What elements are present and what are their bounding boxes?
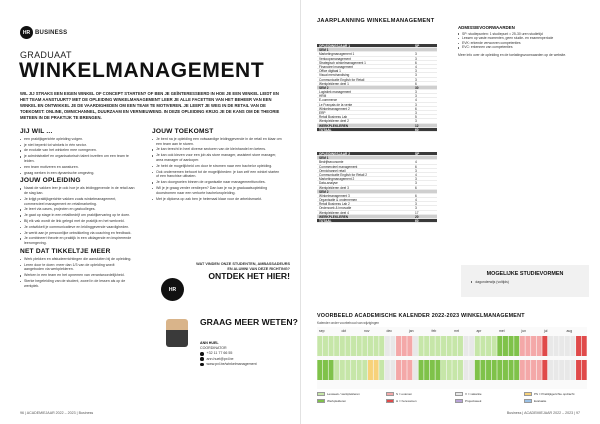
calendar-week (424, 360, 429, 380)
calendar-month-label: nov (364, 329, 370, 333)
course-name: SEM 2 (319, 189, 329, 194)
calendar-week (430, 336, 435, 356)
calendar-week (514, 360, 519, 380)
calendar-week (323, 360, 328, 380)
course-name: Werkplekleren deel 1 (319, 81, 349, 86)
calendar-week (509, 360, 514, 380)
calendar-week (413, 336, 418, 356)
calendar-week (492, 360, 497, 380)
avatar (166, 319, 188, 347)
table-header: OPLEIDINGSJAAR 2 SP (317, 152, 437, 156)
calendar-week (469, 360, 474, 380)
legend-label: H = herexamen (396, 399, 417, 403)
calendar-week (497, 360, 502, 380)
calendar-week (357, 360, 362, 380)
calendar-week (374, 360, 379, 380)
calendar-week (357, 336, 362, 356)
calendar-week (458, 360, 463, 380)
legend-swatch (455, 399, 463, 403)
phone-icon (200, 352, 204, 356)
promo-small: WAT VINDEN ONZE STUDENTEN, AMBASSADEURS EN ALUMNI VAN DEZE RICHTING? (196, 262, 290, 271)
side-list (458, 32, 590, 50)
course-name: Logistiek management (319, 90, 352, 95)
calendar-week (565, 336, 570, 356)
course-name: Verkoopsmanagement (319, 56, 351, 61)
calendar-month-label: sep (319, 329, 325, 333)
calendar-week (379, 336, 384, 356)
list-item: Leren door te doen: meer dan 1/3 van de opleiding wordt aangeboden via werkplekleren. (20, 263, 135, 273)
calendar-legend (317, 392, 587, 403)
course-credits: 6 (415, 81, 417, 86)
calendar-week (458, 336, 463, 356)
promo-block (194, 262, 290, 281)
course-name: Commercieel management (319, 164, 358, 169)
course-name: Data-analyse (319, 181, 338, 186)
calendar-week (407, 360, 412, 380)
legend-label: PS = Praktijkgerichte opdracht (534, 392, 575, 396)
course-credits: 4 (415, 98, 417, 103)
calendar-week (435, 360, 440, 380)
legend-label: Lesweek / werkplekleren (327, 392, 360, 396)
logo-mark: HR (20, 26, 33, 39)
legend-swatch (524, 399, 532, 403)
study-box (461, 265, 589, 297)
course-name: WERKPLEKLEREN (319, 214, 349, 219)
calendar-week (503, 336, 508, 356)
left-column (20, 130, 135, 290)
calendar-week (390, 360, 395, 380)
calendar-week (317, 336, 322, 356)
calendar-week (576, 360, 581, 380)
legend-swatch (524, 392, 532, 396)
legend-label: V = vakantie (465, 392, 482, 396)
calendar-week (345, 336, 350, 356)
table-year2 (317, 152, 437, 223)
list-item: Je werkt aan je persoonlijke ontwikkeling via coaching en feedback. (20, 231, 135, 236)
list-item: Bij elk vak wordt de link gelegd met de praktijk en het werkveld. (20, 219, 135, 224)
course-credits: 17 (415, 210, 419, 215)
course-credits: 4 (415, 172, 417, 177)
calendar-week (480, 336, 485, 356)
calendar-week (469, 336, 474, 356)
course-name: Retail Business Lab 2 (319, 202, 350, 207)
calendar-week (334, 336, 339, 356)
calendar-week (362, 360, 367, 380)
logo-text: BUSINESS (35, 29, 68, 36)
contact-email[interactable]: ann.huel@pxl.be (206, 356, 234, 361)
calendar-week (441, 336, 446, 356)
calendar-week (464, 336, 469, 356)
contact-phone[interactable]: +32 11 77 66 55 (206, 351, 233, 356)
calendar-week (447, 336, 452, 356)
course-name: Le Français de la vente (319, 102, 353, 107)
course-credits: 3 (415, 181, 417, 186)
calendar-week (368, 360, 373, 380)
course-credits: 3 (415, 94, 417, 99)
calendar-week (317, 360, 322, 380)
table-header: OPLEIDINGSJAAR 1 SP (317, 44, 437, 48)
calendar-subtitle: Kalender onder voorbehoud van wijzigingen (317, 321, 380, 325)
list-item: Naast de vakken leer je ook hoe je als leidinggevende in de retail aan de slag kan. (20, 186, 135, 196)
section-heading: NET DAT TIKKELTJE MEER (20, 247, 111, 255)
course-credits (415, 190, 435, 193)
list-item: Sterke begeleiding van de student, zowel in de lessen als op de werkplek. (20, 279, 135, 289)
calendar-week (520, 360, 525, 380)
page-title: WINKELMANAGEMENT (19, 59, 265, 82)
list-item: Je leert via cases, projecten en gastcolleges. (20, 207, 135, 212)
section-heading: JOUW OPLEIDING (20, 177, 81, 185)
course-credits: 6 (415, 106, 417, 111)
course-credits: 3 (415, 119, 417, 124)
side-heading: ADMISSIEVOORWAARDEN (458, 25, 515, 30)
course-credits: 3 (415, 102, 417, 107)
course-credits: 3 (415, 90, 417, 95)
calendar-week (475, 336, 480, 356)
calendar-month-label: feb (431, 329, 437, 333)
calendar-week (525, 360, 530, 380)
course-name: Marketingmanagement 1 (319, 52, 355, 57)
list-item: Wil je je graag verder verdiepen? Dan kan je na je graduaatsopleiding doorstromen naar een verkorte bacheloropleiding. (152, 186, 282, 196)
legend-swatch (386, 399, 394, 403)
calendar-month-label: jun (521, 329, 527, 333)
calendar-week (334, 360, 339, 380)
calendar-week (503, 360, 508, 380)
calendar-week (554, 336, 559, 356)
course-name: SEM 2 (319, 85, 329, 90)
contact-info (200, 341, 257, 367)
course-credits: 3 (415, 52, 417, 57)
calendar-week (435, 336, 440, 356)
legend-item (524, 392, 587, 396)
course-name: Marketingmanagement 2 (319, 177, 355, 182)
calendar-week (464, 360, 469, 380)
footer: 96 | ACADEMIEJAAR 2022 – 2023 | Business (20, 411, 94, 415)
legend-swatch (455, 392, 463, 396)
course-credits: 60 (415, 127, 419, 132)
calendar-week (497, 336, 502, 356)
calendar-title: VOORBEELD ACADEMISCHE KALENDER 2022-2023 WINKELMANAGEMENT (317, 313, 525, 319)
calendar-week (385, 360, 390, 380)
table-row (317, 128, 437, 132)
course-credits: 3 (415, 111, 417, 115)
contact-title: GRAAG MEER WETEN? (200, 317, 298, 327)
calendar-week (379, 360, 384, 380)
calendar-week (475, 360, 480, 380)
calendar-week (390, 336, 395, 356)
course-name: HRM (319, 94, 327, 99)
course-credits: 5 (415, 115, 417, 120)
promo-big: ONTDEK HET HIER! (208, 271, 290, 281)
qr-code[interactable] (161, 278, 184, 301)
calendar-week (329, 336, 334, 356)
calendar-week (441, 360, 446, 380)
calendar-week (565, 360, 570, 380)
course-credits: 30 (415, 85, 419, 90)
calendar-month-label: aug (566, 329, 573, 333)
calendar-week (430, 360, 435, 380)
calendar-week (525, 336, 530, 356)
course-credits: 6 (415, 185, 417, 190)
legend-label: Projectweek (465, 399, 482, 403)
course-name: Communicatie English for Retail 2 (319, 172, 368, 177)
legend-item (317, 392, 380, 396)
calendar-month-label: jul (544, 329, 548, 333)
calendar-week (486, 360, 491, 380)
list-item: Lessen op vaste momenten, geen studie- en examenperiode (458, 36, 590, 41)
legend-item (455, 392, 518, 396)
course-name: Omnichannel retail (319, 168, 346, 173)
list-item: Met je diploma op zak ben je helemaal klaar voor de arbeidsmarkt. (152, 197, 282, 202)
course-credits: 6 (415, 193, 417, 198)
calendar-week (542, 336, 547, 356)
course-credits: 12 (415, 123, 419, 128)
calendar-week (559, 336, 564, 356)
calendar-week (537, 360, 542, 380)
course-credits (415, 48, 435, 51)
calendar-week (402, 336, 407, 356)
contact-web[interactable]: www.pxl.be/winkelmanagement (206, 361, 257, 366)
course-name: TOTAAL (319, 127, 332, 132)
calendar-month-label: okt (341, 329, 347, 333)
course-credits: 20 (415, 214, 419, 219)
course-credits: 3 (415, 73, 417, 78)
course-name: Strategisch winkelmanagement 1 (319, 60, 366, 65)
calendar-week (537, 336, 542, 356)
calendar-week (340, 360, 345, 380)
side-info (458, 26, 590, 58)
course-name: SEM 1 (319, 48, 329, 53)
calendar-week (323, 336, 328, 356)
intro-text: WIL JIJ STRAKS EEN EIGEN WINKEL OF CONCEPT STARTEN? OF BEN JE GEÏNTERESSEERD IN HOE JE EEN WINKEL LEIDT EN HET TEAM AANSTUURT? MET DE OPLEIDING WINKELMANAGEMENT LEER JE ALLE FACETTEN VAN HET BEHEER VAN EEN WINKEL EN ONTWIKKEL JE DE VAARDIGHEDEN OM EEN TEAM TE MOTIVEREN. JE LEERT JE WEG IN DE RETAIL VAN DE TOEKOMST: ONLINE, OMNICHANNEL, DUURZAAM EN VERNIEUWEND. IN DEZE OPLEIDING KRIJG JE DE KANS OM DE THEORIE METEEN IN DE PRAKTIJK TE BRENGEN. (20, 91, 280, 120)
course-name: Visual merchandising (319, 73, 350, 78)
course-credits: 60 (415, 219, 419, 223)
list-item: Je kan ook kiezen voor een job als store manager, assistent store manager, area manager of aankoper. (152, 153, 282, 163)
course-name: Onderzoek & innovatie (319, 206, 352, 211)
list-item: graag werken in een dynamische omgeving. (20, 171, 135, 176)
bullet-list (20, 257, 135, 289)
right-column (152, 130, 282, 202)
course-credits: 3 (415, 206, 417, 211)
course-name: Retail Business Lab (319, 115, 348, 120)
course-name: SEM 1 (319, 156, 329, 161)
list-item: Ook ondernemen behoort tot de mogelijkheden: je kan zelf een winkel starten of een franchise uitbaten. (152, 170, 282, 180)
course-credits: 4 (415, 64, 417, 69)
list-item: je administratief en organisatorisch talent inzetten om een team te leiden. (20, 154, 135, 164)
calendar-month-label: mrt (454, 329, 459, 333)
course-name: Werkplekleren deel 3 (319, 185, 349, 190)
kicker: GRADUAAT (20, 50, 72, 60)
calendar-week (419, 336, 424, 356)
course-name: Werkplekleren deel 4 (319, 210, 349, 215)
side-note: Meer info over de opleiding en de toelatingsvoorwaarden op de website. (458, 52, 567, 57)
list-item: Je hebt de mogelijkheid om door te stromen naar een bachelor opleiding. (152, 164, 282, 169)
course-name: Communicatie English for Retail (319, 77, 365, 82)
calendar-week (542, 360, 547, 380)
course-name: E-commerce (319, 98, 338, 103)
calendar-week (548, 336, 553, 356)
bullet-list (152, 137, 282, 202)
calendar-week (413, 360, 418, 380)
calendar-month-label: mei (499, 329, 505, 333)
calendar-month-label: jan (409, 329, 414, 333)
list-item: je niet beperkt tot winkels in één sector. (20, 143, 135, 148)
calendar-week (385, 336, 390, 356)
list-item: Je ontwikkelt je communicatieve en leidinggevende vaardigheden. (20, 225, 135, 230)
course-name: ERP (319, 111, 326, 115)
web-icon (200, 363, 204, 367)
calendar-week (570, 336, 575, 356)
calendar-week (424, 336, 429, 356)
list-item: de evolutie van het winkelen mee vormgeven. (20, 148, 135, 153)
list-item: Je bent na je opleiding een volwaardige leidinggevende in de retail en klaar om een team aan te sturen. (152, 137, 282, 147)
calendar-week (492, 336, 497, 356)
calendar-week (396, 360, 401, 380)
list-item: Je combineert theorie en praktijk in een uitdagende en inspirerende leeromgeving. (20, 236, 135, 246)
calendar-week (402, 360, 407, 380)
course-credits: 4 (415, 198, 417, 203)
footer: Business | ACADEMIEJAAR 2022 – 2023 | 97 (506, 411, 580, 415)
list-item: een praktijkgerichte opleiding volgen. (20, 137, 135, 142)
email-icon (200, 357, 204, 361)
logo (20, 26, 67, 39)
planning-title: JAARPLANNING WINKELMANAGEMENT (317, 18, 435, 24)
section-heading: JOUW TOEKOMST (152, 128, 214, 135)
legend-item (455, 399, 518, 403)
list-item: Werken in een team en het opnemen van verantwoordelijkheid. (20, 273, 135, 278)
list-item: een team motiveren en aansturen. (20, 165, 135, 170)
legend-label: S = examen (396, 392, 413, 396)
legend-label: Werkplekleren (327, 399, 347, 403)
study-item: dagonderwijs (voltijds) (471, 280, 589, 284)
calendar-week (407, 336, 412, 356)
calendar-week (345, 360, 350, 380)
course-name: TOTAAL (319, 219, 332, 223)
calendar-week (452, 360, 457, 380)
course-credits: 3 (415, 69, 417, 74)
section-heading: JIJ WIL ... (20, 128, 53, 135)
course-name: Winkelmanagement 3 (319, 193, 350, 198)
calendar-week (374, 336, 379, 356)
list-item: Je kan terecht in heel diverse sectoren van de kleinhandel en ketens. (152, 147, 282, 152)
contact-name: ANN HUEL (200, 341, 219, 345)
legend-label: Evaluatie (534, 399, 547, 403)
course-credits: 3 (415, 168, 417, 173)
legend-item (386, 399, 449, 403)
legend-item (317, 399, 380, 403)
qr-label: HR (168, 286, 177, 293)
calendar-week (520, 336, 525, 356)
list-item: Je gaat op stage in een retailbedrijf om praktijkervaring op te doen. (20, 213, 135, 218)
course-name: Financieel management (319, 64, 354, 69)
course-name: Werkplekleren deel 2 (319, 119, 349, 124)
list-item: Werk plekken en afstudeerrichtingen die aansluiten bij de opleiding. (20, 257, 135, 262)
legend-swatch (317, 399, 325, 403)
course-name: Office digitaal 1 (319, 69, 341, 74)
bullet-list (20, 186, 135, 246)
list-item: EVC: erkennen van competenties (458, 45, 590, 50)
course-name: WERKPLEKLEREN (319, 123, 349, 128)
calendar-week (419, 360, 424, 380)
study-title: MOGELIJKE STUDIEVORMEN (486, 271, 564, 277)
list-item: Je krijgt praktijkgerichte vakken zoals winkelmanagement, commercieel management en retailmarketing. (20, 197, 135, 207)
course-credits: 4 (415, 160, 417, 165)
course-credits: 3 (415, 202, 417, 207)
table-year1 (317, 44, 437, 132)
calendar-week (576, 336, 581, 356)
calendar-week (452, 336, 457, 356)
list-item: SP: studiepunten: 1 studiepunt = 25-30 uren studietijd (458, 32, 590, 37)
contact-role: COORDINATOR (200, 346, 227, 351)
course-credits: 3 (415, 56, 417, 61)
calendar-month-label: dec (386, 329, 392, 333)
academic-calendar (317, 327, 587, 389)
calendar-week (582, 336, 587, 356)
calendar-week (447, 360, 452, 380)
legend-swatch (317, 392, 325, 396)
calendar-month-label: apr (476, 329, 482, 333)
calendar-week (396, 336, 401, 356)
calendar-week (362, 336, 367, 356)
right-page (300, 0, 600, 424)
calendar-week (351, 360, 356, 380)
course-credits (415, 156, 435, 159)
bullet-list (20, 137, 135, 176)
calendar-week (559, 360, 564, 380)
course-credits: 6 (415, 164, 417, 169)
calendar-week (554, 360, 559, 380)
table-row (317, 219, 437, 223)
calendar-week (351, 336, 356, 356)
course-name: Organisatie & ondernemen (319, 198, 358, 203)
calendar-week (368, 336, 373, 356)
course-credits: 3 (415, 77, 417, 82)
calendar-week (548, 360, 553, 380)
calendar-week (340, 336, 345, 356)
list-item: EVK: erkende verworven competenties (458, 41, 590, 46)
calendar-week (480, 360, 485, 380)
calendar-week (531, 360, 536, 380)
calendar-week (514, 336, 519, 356)
calendar-week (582, 360, 587, 380)
legend-item (386, 392, 449, 396)
list-item: Je kan doorgroeien binnen de organisatie naar managementfuncties. (152, 180, 282, 185)
calendar-week (486, 336, 491, 356)
legend-item (524, 399, 587, 403)
course-name: Winkelmanagement 2 (319, 106, 350, 111)
calendar-week (531, 336, 536, 356)
course-credits: 6 (415, 60, 417, 65)
calendar-week (509, 336, 514, 356)
calendar-week (570, 360, 575, 380)
course-name: Bedrijfseconomie (319, 160, 344, 165)
course-credits: 3 (415, 177, 417, 182)
calendar-week (329, 360, 334, 380)
legend-swatch (386, 392, 394, 396)
